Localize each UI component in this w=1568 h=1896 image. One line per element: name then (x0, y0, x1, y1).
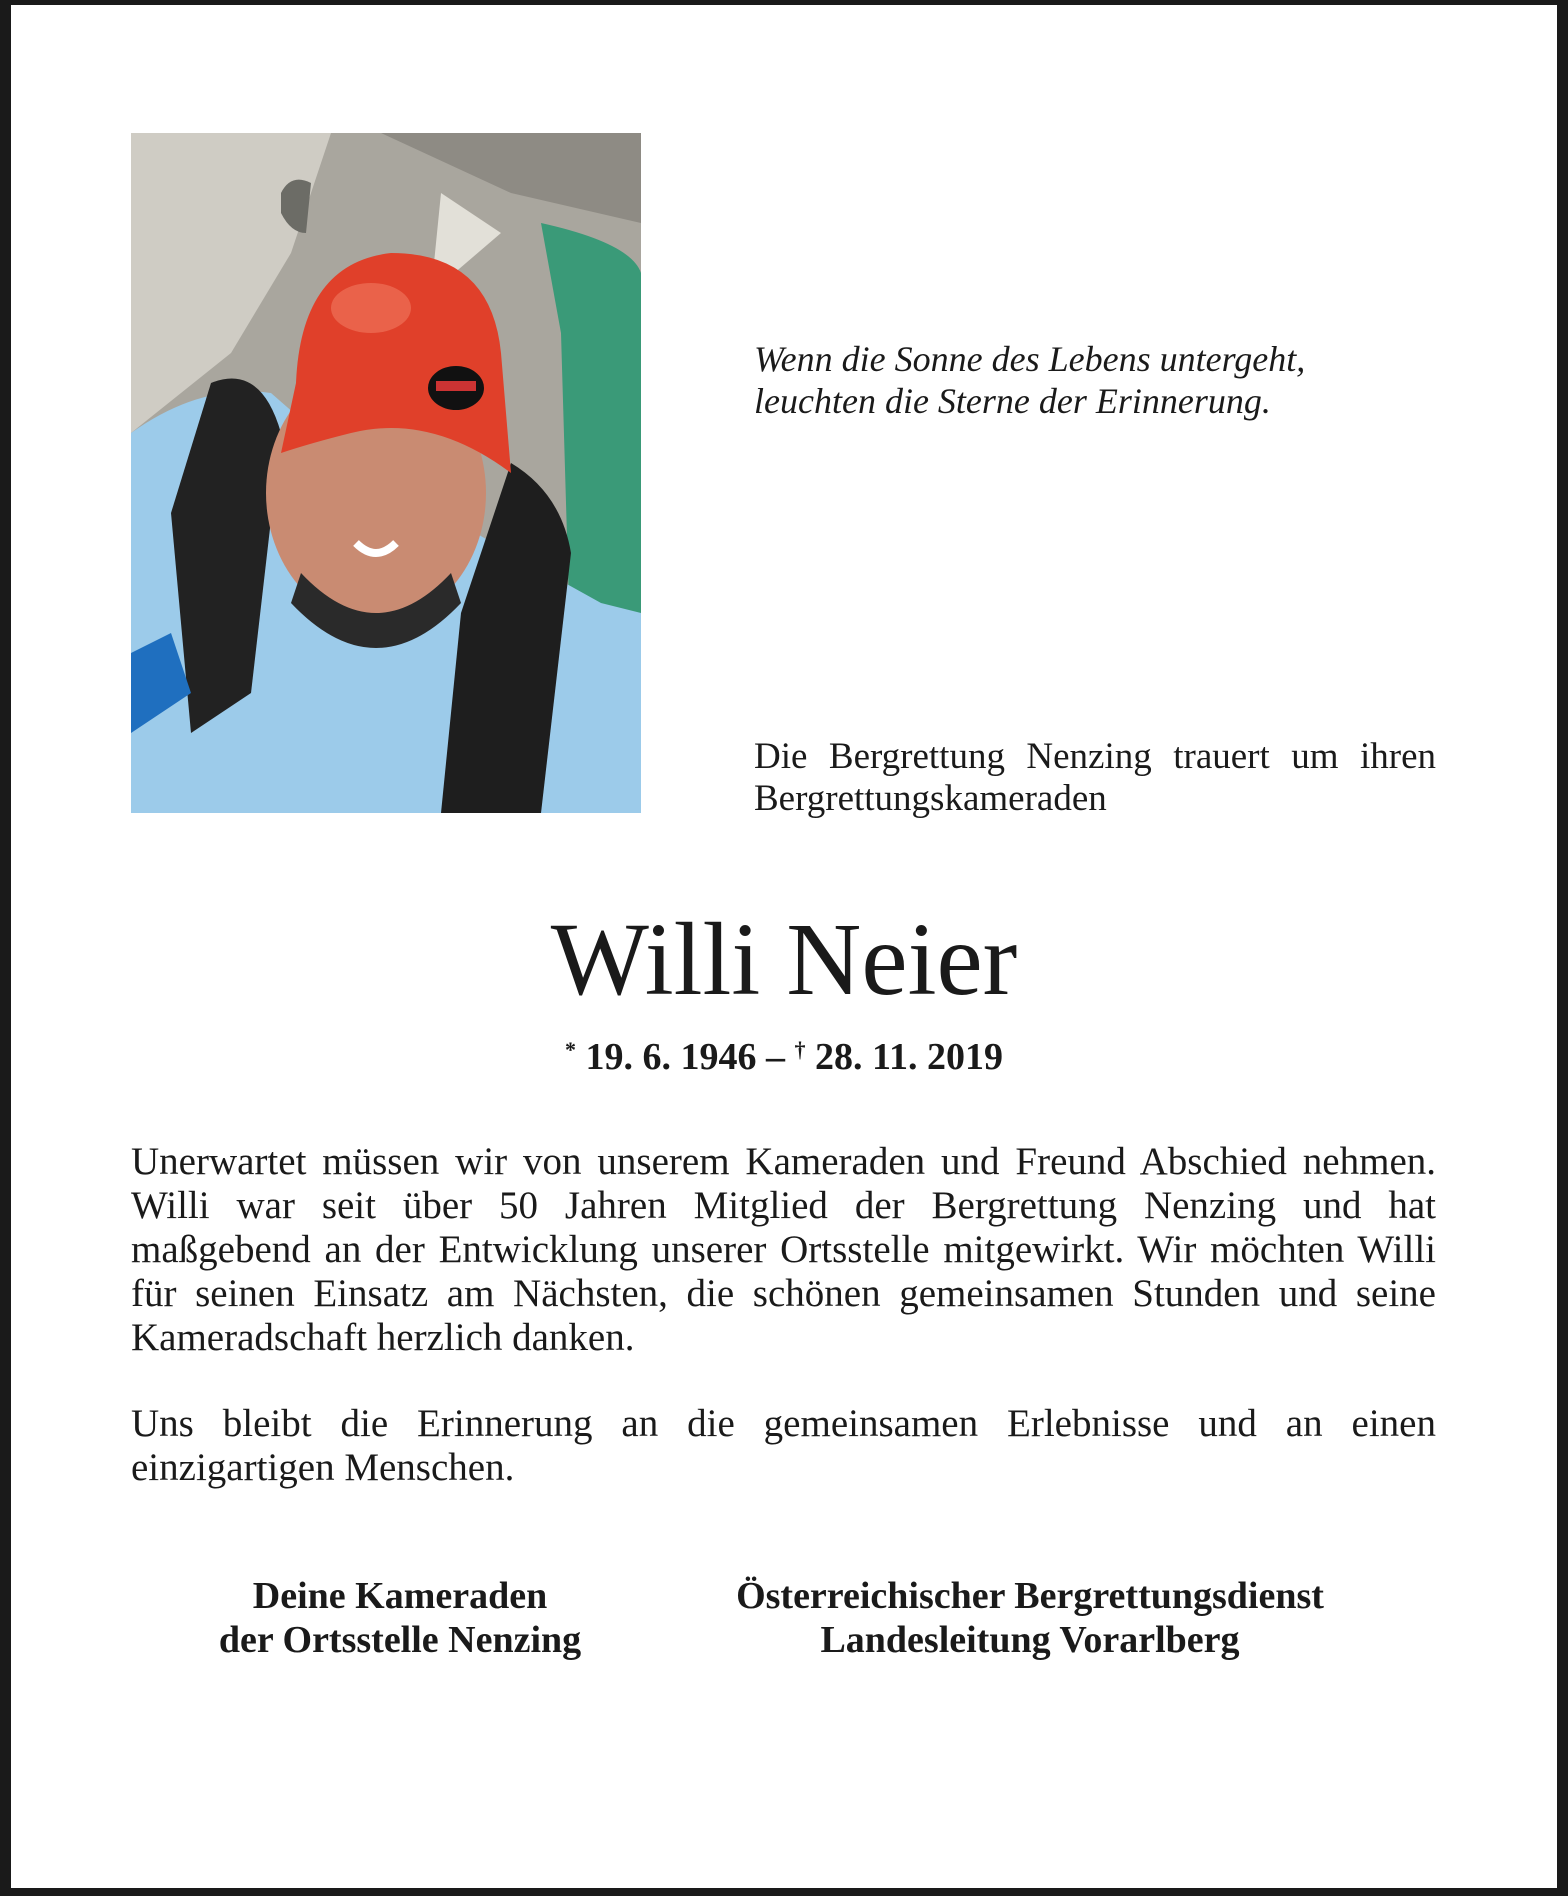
body-paragraph-1: Unerwartet müssen wir von unserem Kameraden und Freund Abschied nehmen. Willi war seit über 50 Jahren Mitglied der Bergrettung Nenzing und hat maßgebend an der Entwicklung unserer Ortsstelle mitgewirkt. Wir möchten Willi für seinen Einsatz am Nächsten, die schönen gemeinsamen Stunden und seine Kameradschaft herzlich danken. (131, 1140, 1436, 1359)
signature-right (660, 1574, 1400, 1662)
mourning-intro: Die Bergrettung Nenzing trauert um ihren Bergrettungskameraden (754, 736, 1436, 819)
death-date: 28. 11. 2019 (815, 1036, 1003, 1078)
body-paragraph-2: Uns bleibt die Erinnerung an die gemeinsamen Erlebnisse und an einen einzigartigen Menschen. (131, 1402, 1436, 1489)
signature-left (150, 1574, 650, 1662)
obituary-body (131, 1140, 1436, 1532)
memorial-quote (754, 338, 1454, 422)
date-separator: – (756, 1036, 795, 1078)
signature-right-line-2: Landesleitung Vorarlberg (820, 1619, 1240, 1661)
birth-date: 19. 6. 1946 (585, 1036, 757, 1078)
signature-right-line-1: Österreichischer Bergrettungsdienst (736, 1575, 1324, 1617)
quote-line-2: leuchten die Sterne der Erinnerung. (754, 381, 1271, 421)
death-symbol: † (794, 1037, 806, 1062)
quote-line-1: Wenn die Sonne des Lebens untergeht, (754, 339, 1306, 379)
signature-left-line-1: Deine Kameraden (252, 1575, 548, 1617)
portrait-photo (131, 133, 641, 813)
birth-symbol: * (565, 1037, 577, 1062)
life-dates (0, 1028, 1568, 1079)
deceased-name: Willi Neier (550, 902, 1018, 1017)
signature-left-line-2: der Ortsstelle Nenzing (218, 1619, 582, 1661)
